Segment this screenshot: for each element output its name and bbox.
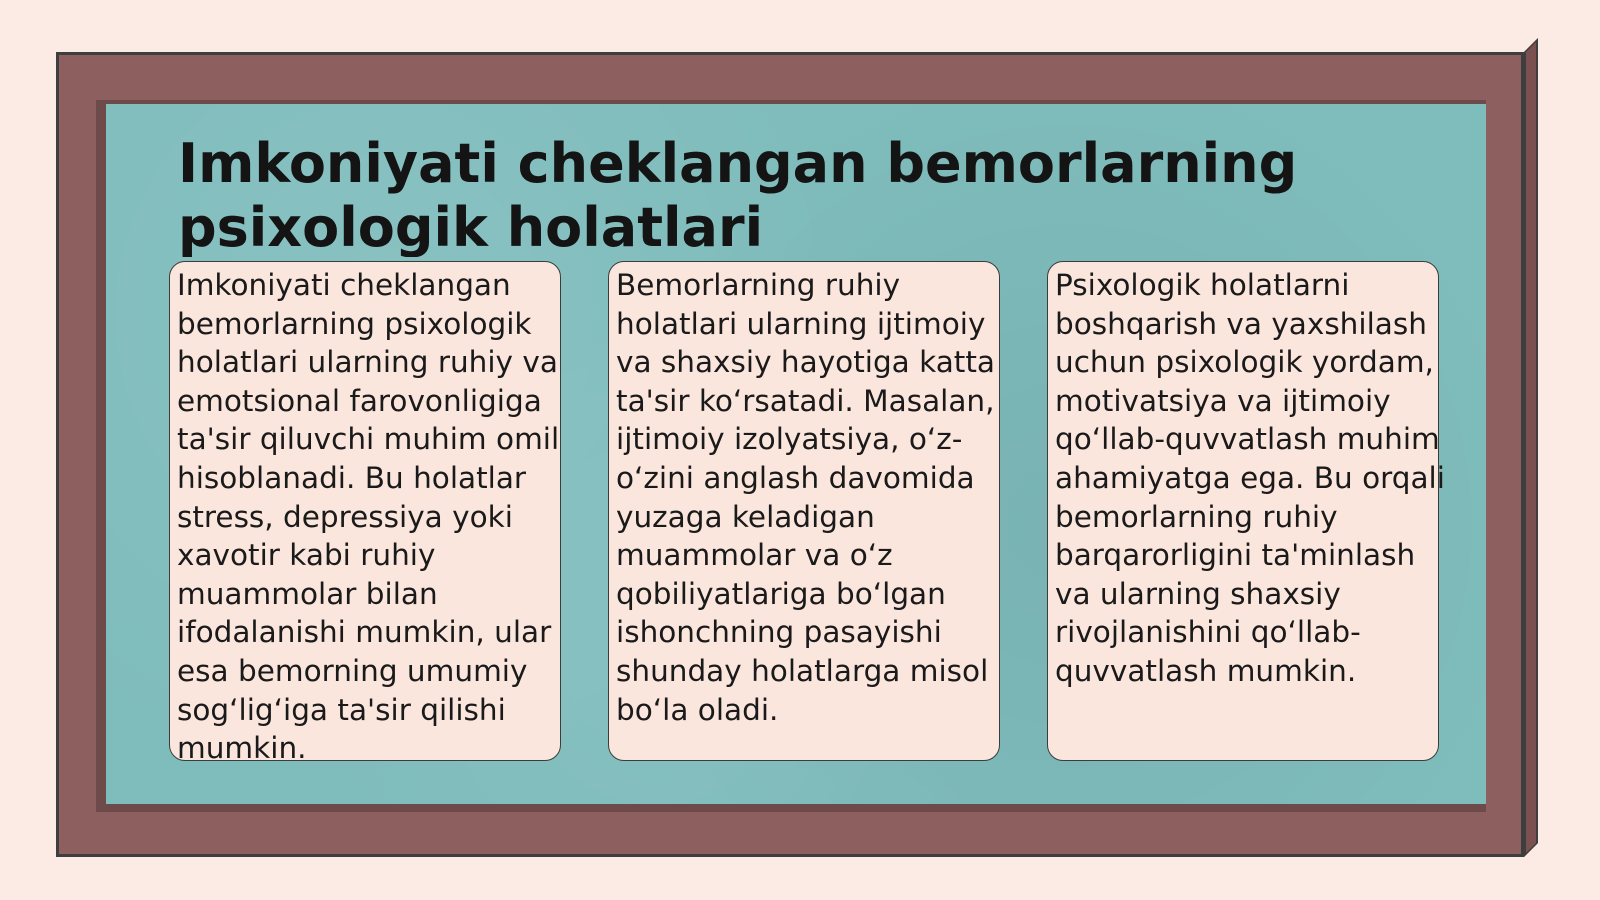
- card-3-text: Psixologik holatlarni boshqarish va yaxshilash uchun psixologik yordam, motivatsiya va ijtimoiy qo‘llab-quvvatlash muhim ahamiyatga ega. Bu orqali bemorlarning ruhiy barqarorligini ta'minlash va ularning shaxsiy rivojlanishini qo‘llab-quvvatlash mumkin.: [1055, 268, 1445, 688]
- slide-title: Imkoniyati cheklangan bemorlarning psixologik holatlari: [178, 132, 1298, 257]
- board-frame-side: [1524, 38, 1538, 857]
- card-1-text: Imkoniyati cheklangan bemorlarning psixologik holatlari ularning ruhiy va emotsional farovonligiga ta'sir qiluvchi muhim omil hisoblanadi. Bu holatlar stress, depressiya yoki xavotir kabi ruhiy muammolar bilan ifodalanishi mumkin, ular esa bemorning umumiy sog‘lig‘iga ta'sir qilishi mumkin.: [177, 268, 560, 766]
- card-2-text: Bemorlarning ruhiy holatlari ularning ijtimoiy va shaxsiy hayotiga katta ta'sir ko‘rsatadi. Masalan, ijtimoiy izolyatsiya, o‘z-o‘zini anglash davomida yuzaga keladigan muammolar va o‘z qobiliyatlariga bo‘lgan ishonchning pasayishi shunday holatlarga misol bo‘la oladi.: [616, 268, 995, 727]
